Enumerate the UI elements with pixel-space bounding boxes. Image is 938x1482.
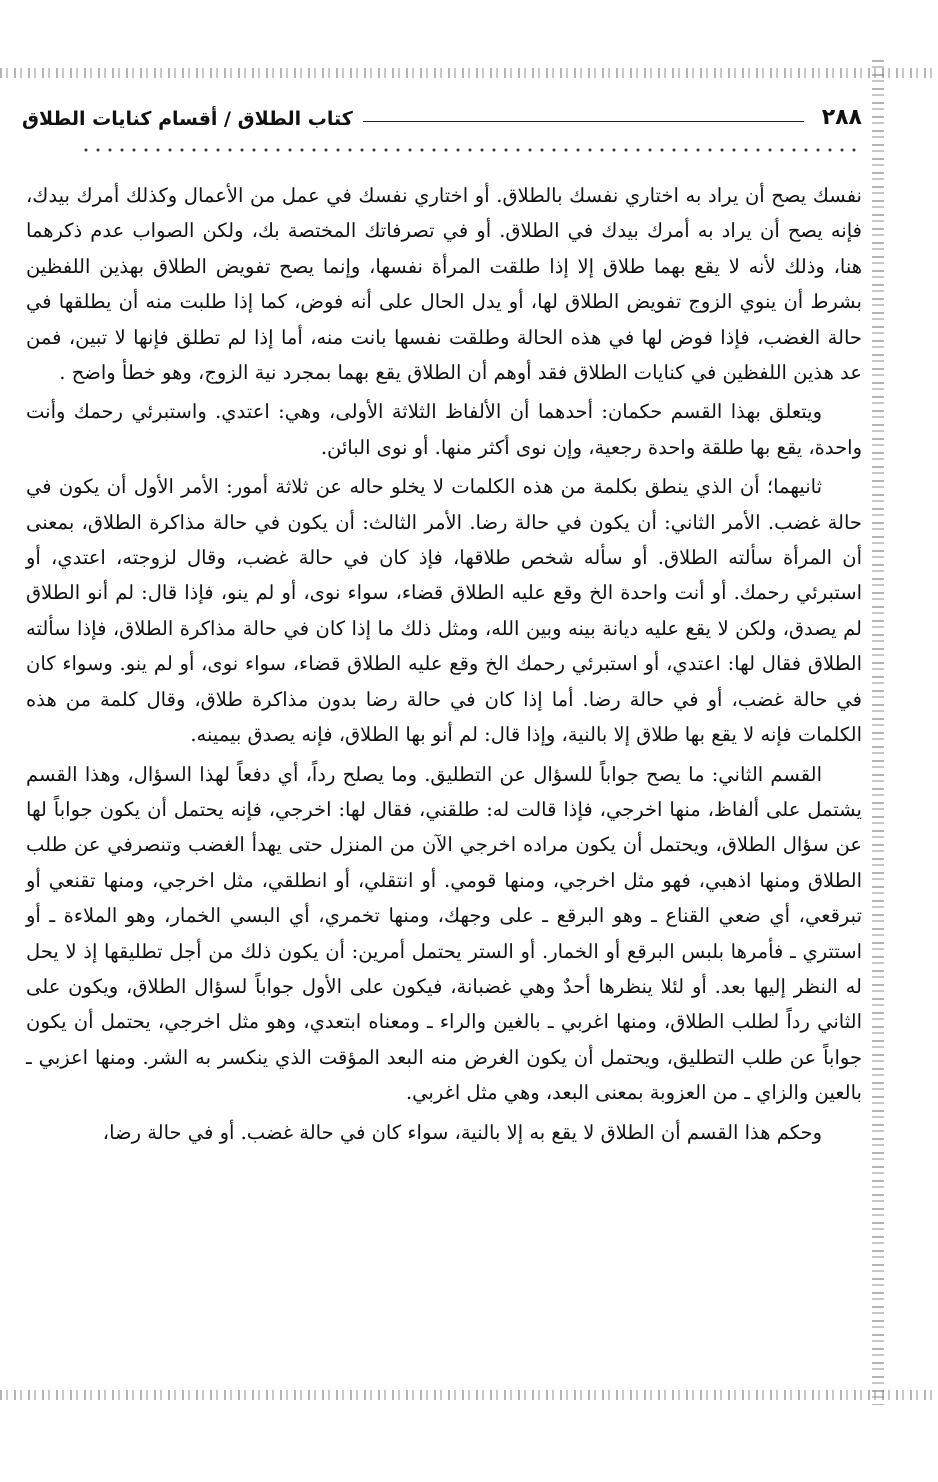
page-header [22,96,862,130]
ornamental-border-top [0,68,938,78]
body-text [26,178,862,1150]
dotted-separator [80,148,860,152]
paragraph: نفسك يصح أن يراد به اختاري نفسك بالطلاق. أو اختاري نفسك في عمل من الأعمال وكذلك أمرك بيدك، فإنه يصح أن يراد به أمرك بيدك في الطلاق. أو في تصرفاتك المختصة بك، ولكن الصواب عدم ذكرهما هنا، وذلك لأنه لا يقع بهما طلاق إلا إذا طلقت المرأة نفسها، وإنما يصح تفويض الطلاق بهذين اللفظين بشرط أن ينوي الزوج تفويض الطلاق لها، أو يدل الحال على أنه فوض، كما إذا طلبت منه أن يطلقها في حالة الغضب، فإذا فوض لها في هذه الحالة وطلقت نفسها بانت منه، أما إذا لم تطلق فإنها لا تبين، فمن عد هذين اللفظين في كنايات الطلاق فقد أوهم أن الطلاق يقع بهما بمجرد نية الزوج، وهو خطأ واضح . [26,184,862,385]
page-number: ٢٨٨ [821,105,862,130]
paragraph: ثانيهما؛ أن الذي ينطق بكلمة من هذه الكلمات لا يخلو حاله عن ثلاثة أمور: الأمر الأول أن يكون في حالة غضب. الأمر الثاني: أن يكون في حالة رضا. الأمر الثالث: أن يكون في حالة مذاكرة الطلاق، بمعنى أن المرأة سألته الطلاق. أو سأله شخص طلاقها، فإذ كان في حالة غضب، وقال لزوجته، اعتدي، أو استبرئي رحمك. أو أنت واحدة الخ وقع عليه الطلاق قضاء، سواء نوى، أو لم ينو، فإذا قال: لم أنو الطلاق لم يصدق، ولكن لا يقع عليه ديانة بينه وبين الله، ومثل ذلك ما إذا كان في حالة مذاكرة الطلاق، فإذا سألته الطلاق فقال لها: اعتدي، أو استبرئي رحمك الخ وقع عليه الطلاق قضاء، سواء نوى، أو لم ينو. وسواء كان في حالة غضب، أو في حالة رضا. أما إذا كان في حالة رضا بدون مذاكرة طلاق، وقال كلمة من هذه الكلمات فإنه لا يقع بها طلاق إلا بالنية، وإذا قال: لم أنو بها الطلاق، فإنه يصدق بيمينه. [26,475,862,747]
paragraph: وحكم هذا القسم أن الطلاق لا يقع به إلا بالنية، سواء كان في حالة غضب. أو في حالة رضا، [102,1120,822,1144]
paragraph: القسم الثاني: ما يصح جواباً للسؤال عن التطليق. وما يصلح رداً، أي دفعاً لهذا السؤال، وهذا القسم يشتمل على ألفاظ، منها اخرجي، فإذا قالت له: طلقني، فقال لها: اخرجي، فإنه يحتمل أن يكون جواباً لها عن سؤال الطلاق، ويحتمل أن يكون مراده اخرجي الآن من المنزل حتى يهدأ الغضب وتنصرفي عن طلب الطلاق ومنها اذهبي، فهو مثل اخرجي، ومنها قومي. أو انتقلي، أو انطلقي، مثل اخرجي، ومنها تقنعي أو تبرقعي، أي ضعي القناع ـ وهو البرقع ـ على وجهك، ومنها تخمري، أي البسي الخمار، وهو الملاءة ـ أو استتري ـ فأمرها بلبس البرقع أو الخمار. أو الستر يحتمل أمرين: أن يكون ذلك من أجل تطليقها إذ لا يحل له النظر إليها بعد. أو لئلا ينظرها أحدٌ وهي غضبانة، فيكون على الأول جواباً لسؤال الطلاق، ويكون على الثاني رداً لطلب الطلاق، ومنها اغربي ـ بالغين والراء ـ ومعناه ابتعدي، وهو مثل اخرجي، يحتمل أن يكون جواباً عن طلب التطليق، ويحتمل أن يكون الغرض منه البعد المؤقت الذي ينكسر به الشر. ومنها اعزبي ـ بالعين والزاي ـ من العزوبة بمعنى البعد، وهي مثل اغربي. [26,762,862,1105]
paragraph: ويتعلق بهذا القسم حكمان: أحدهما أن الألفاظ الثلاثة الأولى، وهي: اعتدي. واستبرئي رحمك وأنت واحدة، يقع بها طلقة واحدة رجعية، وإن نوى أكثر منها. أو نوى البائن. [26,400,862,459]
ornamental-border-right [872,60,884,1405]
header-rule [363,121,804,122]
running-title: كتاب الطلاق / أقسام كنايات الطلاق [22,108,353,130]
ornamental-border-bottom [0,1390,938,1400]
